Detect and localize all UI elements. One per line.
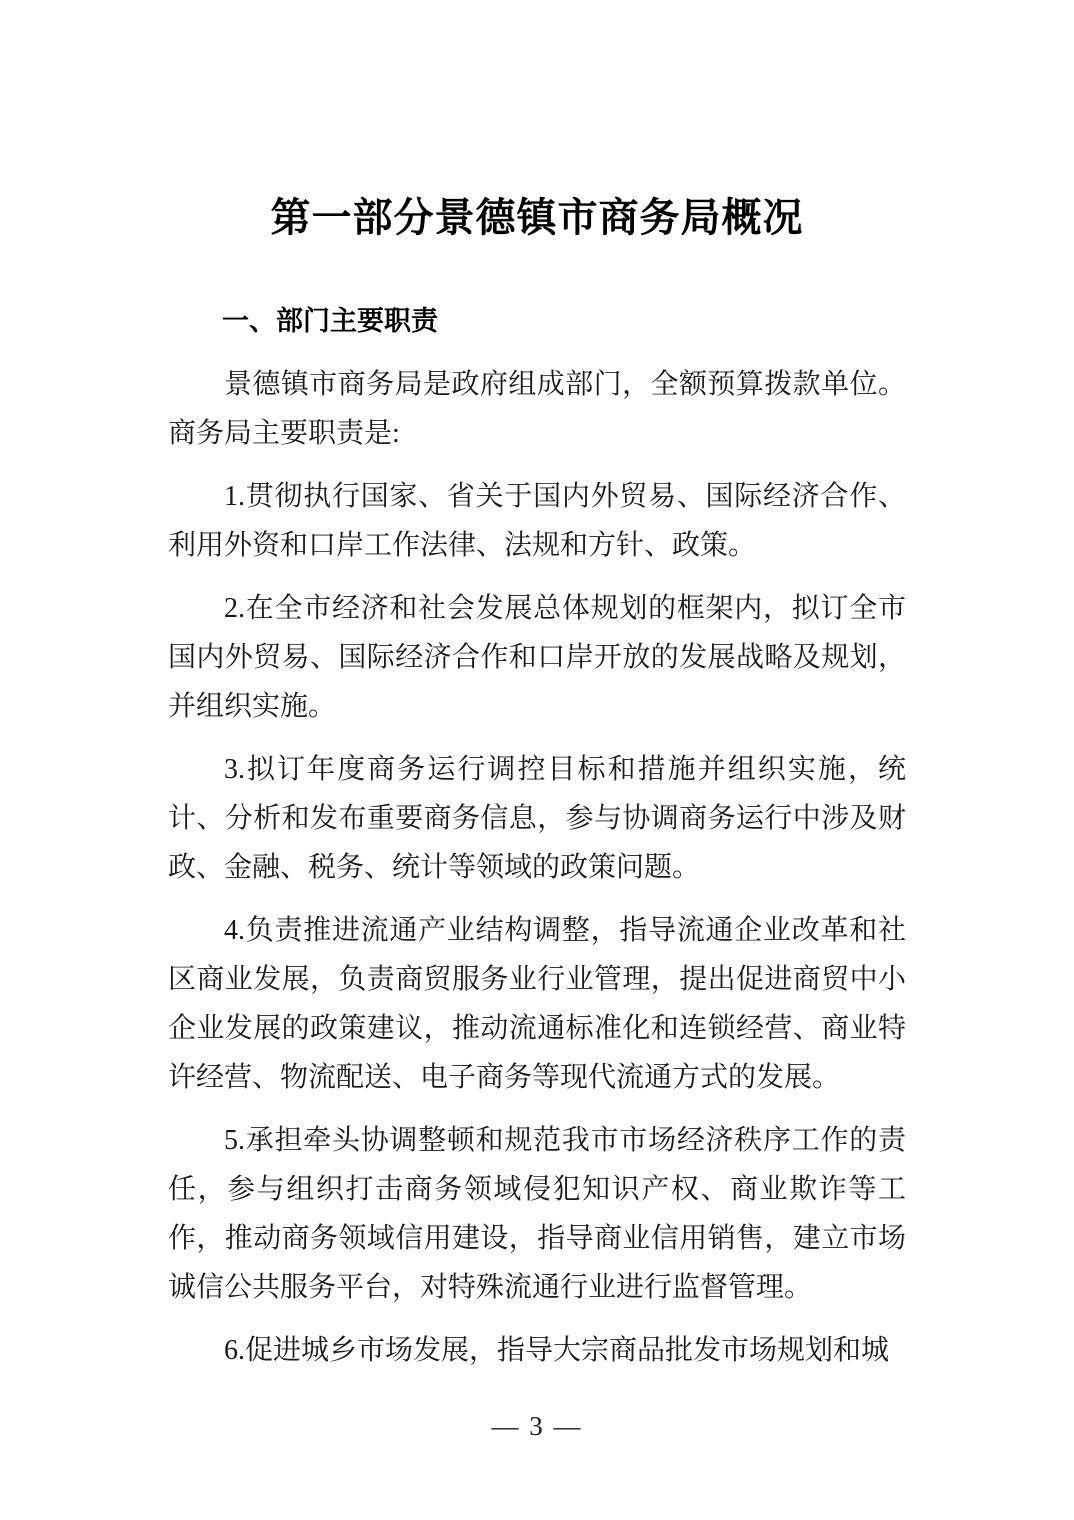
- paragraph-item-2: 2.在全市经济和社会发展总体规划的框架内，拟订全市国内外贸易、国际经济合作和口岸开放的发展战略及规划，并组织实施。: [168, 593, 906, 722]
- page-number: — 3 —: [491, 1411, 583, 1441]
- section-heading: 一、部门主要职责: [222, 306, 438, 336]
- paragraph-item-1: 1.贯彻执行国家、省关于国内外贸易、国际经济合作、利用外资和口岸工作法律、法规和方针、政策。: [168, 481, 906, 561]
- document-body: [168, 360, 906, 1375]
- paragraph-item-5: 5.承担牵头协调整顿和规范我市市场经济秩序工作的责任，参与组织打击商务领域侵犯知识产权、商业欺诈等工作，推动商务领域信用建设，指导商业信用销售，建立市场诚信公共服务平台，对特殊流通行业进行监督管理。: [168, 1125, 906, 1303]
- document-title: 第一部分景德镇市商务局概况: [270, 196, 804, 240]
- paragraph-item-4: 4.负责推进流通产业结构调整，指导流通企业改革和社区商业发展，负责商贸服务业行业管理，提出促进商贸中小企业发展的政策建议，推动流通标准化和连锁经营、商业特许经营、物流配送、电子商务等现代流通方式的发展。: [168, 915, 906, 1093]
- paragraph-intro: 景德镇市商务局是政府组成部门，全额预算拨款单位。商务局主要职责是:: [168, 369, 906, 449]
- document-content: [168, 0, 906, 1375]
- paragraph-item-6: 6.促进城乡市场发展，指导大宗商品批发市场规划和城: [224, 1335, 890, 1366]
- paragraph-item-3: 3.拟订年度商务运行调控目标和措施并组织实施，统计、分析和发布重要商务信息，参与协调商务运行中涉及财政、金融、税务、统计等领域的政策问题。: [168, 754, 906, 883]
